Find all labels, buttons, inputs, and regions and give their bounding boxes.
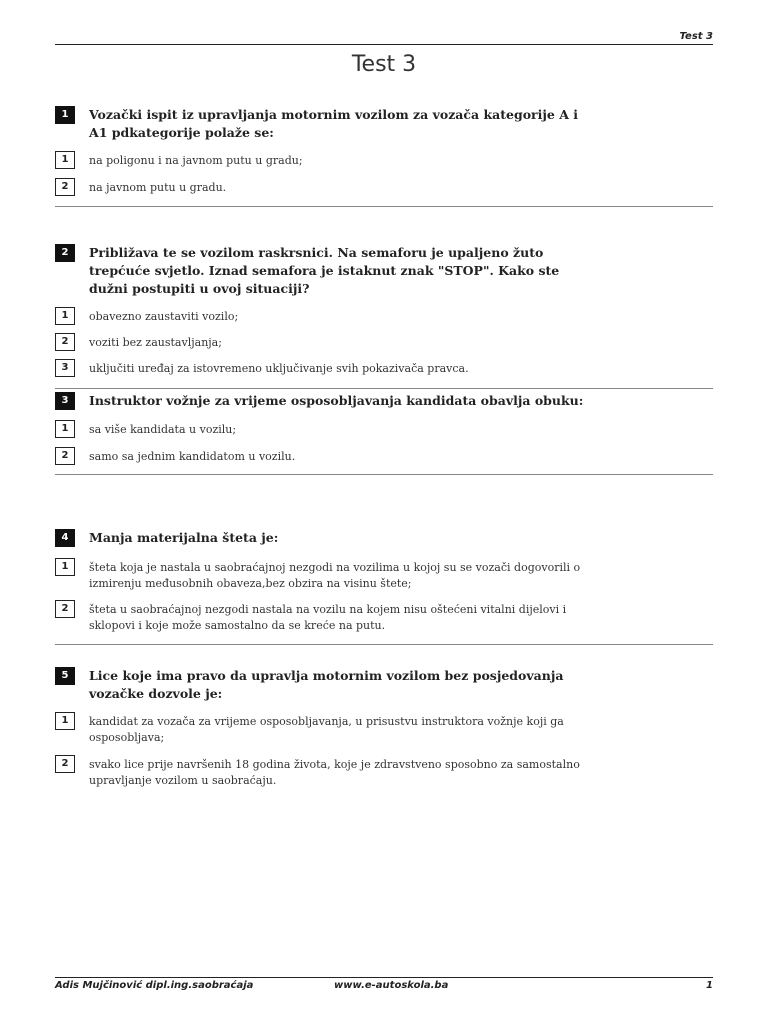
header-rule xyxy=(55,44,713,45)
question-text: Vozački ispit iz upravljanja motornim vozilom za vozača kategorije A i A1 pdkategorije polaže se: xyxy=(89,107,578,140)
answer-number-box[interactable]: 2 xyxy=(55,333,75,351)
question-divider xyxy=(55,388,713,389)
answer-number-box[interactable]: 2 xyxy=(55,600,75,618)
answer-text: obavezno zaustaviti vozilo; xyxy=(89,310,239,323)
answer-text: na poligonu i na javnom putu u gradu; xyxy=(89,154,303,167)
footer-author: Adis Mujčinović dipl.ing.saobraćaja xyxy=(55,980,254,991)
header-test-label: Test 3 xyxy=(679,31,713,42)
question-text: Približava te se vozilom raskrsnici. Na semaforu je upaljeno žuto trepćuće svjetlo. Iznad semafora je istaknut znak "STOP". Kako ste dužni postupiti u ovoj situaciji? xyxy=(89,245,560,296)
answer-text: šteta koja je nastala u saobraćajnoj nezgodi na vozilima u kojoj su se vozači dogovorili o izmirenju međusobnih obaveza,bez obzira na visinu štete; xyxy=(89,561,581,590)
answer-number-box[interactable]: 3 xyxy=(55,359,75,377)
answer-number-box[interactable]: 1 xyxy=(55,558,75,576)
answer-text: šteta u saobraćajnoj nezgodi nastala na vozilu na kojem nisu oštećeni vitalni dijelovi i sklopovi i koje može samostalno da se kreće na putu. xyxy=(89,603,567,632)
answer-text: kandidat za vozača za vrijeme osposobljavanja, u prisustvu instruktora vožnje koji ga osposobljava; xyxy=(89,715,564,744)
answer-number-box[interactable]: 1 xyxy=(55,712,75,730)
footer-website-link[interactable]: www.e-autoskola.ba xyxy=(334,980,449,991)
footer-rule xyxy=(55,977,713,978)
answer-text: sa više kandidata u vozilu; xyxy=(89,423,237,436)
question-number-badge: 3 xyxy=(55,392,75,410)
question-text: Manja materijalna šteta je: xyxy=(89,530,279,545)
answer-text: uključiti uređaj za istovremeno uključivanje svih pokazivača pravca. xyxy=(89,362,469,375)
answer-text: na javnom putu u gradu. xyxy=(89,181,227,194)
question-text: Instruktor vožnje za vrijeme osposobljavanja kandidata obavlja obuku: xyxy=(89,393,584,408)
question-number-badge: 5 xyxy=(55,667,75,685)
answer-number-box[interactable]: 1 xyxy=(55,420,75,438)
answer-number-box[interactable]: 1 xyxy=(55,307,75,325)
answer-number-box[interactable]: 2 xyxy=(55,178,75,196)
question-text: Lice koje ima pravo da upravlja motornim vozilom bez posjedovanja vozačke dozvole je: xyxy=(89,668,564,701)
question-number-badge: 4 xyxy=(55,529,75,547)
answer-text: svako lice prije navršenih 18 godina života, koje je zdravstveno sposobno za samostalno upravljanje vozilom u saobraćaju. xyxy=(89,758,580,787)
footer-page-number: 1 xyxy=(706,980,713,991)
answer-number-box[interactable]: 1 xyxy=(55,151,75,169)
answer-text: voziti bez zaustavljanja; xyxy=(89,336,222,349)
page-title: Test 3 xyxy=(351,52,417,77)
question-number-badge: 1 xyxy=(55,106,75,124)
answer-text: samo sa jednim kandidatom u vozilu. xyxy=(89,450,296,463)
question-number-badge: 2 xyxy=(55,244,75,262)
answer-number-box[interactable]: 2 xyxy=(55,755,75,773)
question-divider xyxy=(55,206,713,207)
question-divider xyxy=(55,474,713,475)
question-divider xyxy=(55,644,713,645)
answer-number-box[interactable]: 2 xyxy=(55,447,75,465)
